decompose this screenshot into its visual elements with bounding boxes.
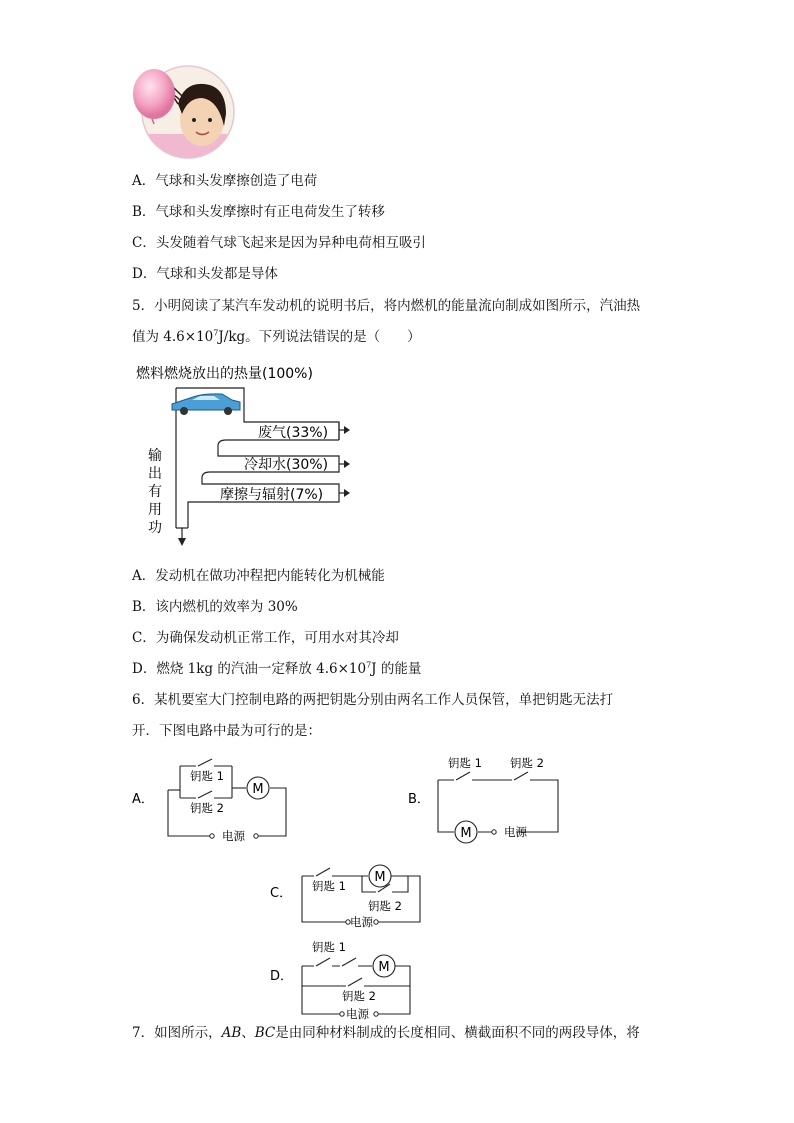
- q4-option-c: C．头发随着气球飞起来是因为异种电荷相互吸引: [132, 235, 426, 251]
- energy-title: 燃料燃烧放出的热量(100%): [136, 366, 313, 382]
- useful-char-4: 用: [148, 502, 162, 518]
- circuit-b-key1: 钥匙 1: [448, 756, 482, 770]
- useful-char-2: 出: [148, 466, 162, 482]
- useful-char-1: 输: [148, 448, 162, 464]
- circuit-a: [132, 756, 292, 846]
- circuit-c: [268, 858, 428, 932]
- circuit-a-key1: 钥匙 1: [190, 769, 224, 783]
- q4-option-d: D．气球和头发都是导体: [132, 266, 278, 282]
- circuit-a-label: A．: [132, 792, 154, 807]
- q4-option-a: A．气球和头发摩擦创造了电荷: [132, 173, 318, 189]
- circuit-b-label: B．: [408, 792, 430, 807]
- balloon-girl-photo: [132, 64, 238, 162]
- q4-option-b: B．气球和头发摩擦时有正电荷发生了转移: [132, 204, 385, 220]
- q5-option-a: A．发动机在做功冲程把内能转化为机械能: [132, 568, 385, 584]
- circuit-a-power: 电源: [222, 829, 245, 843]
- friction-label: 摩擦与辐射(7%): [220, 487, 324, 503]
- q5-option-b: B．该内燃机的效率为 30%: [132, 599, 298, 615]
- circuit-b-key2: 钥匙 2: [510, 756, 544, 770]
- circuit-b: [408, 752, 568, 846]
- circuit-d: [268, 936, 428, 1020]
- car-icon: [172, 394, 240, 415]
- energy-flow-diagram: [134, 360, 364, 550]
- motor-icon: M: [378, 960, 390, 975]
- q6-stem-line1: 6．某机要室大门控制电路的两把钥匙分别由两名工作人员保管，单把钥匙无法打: [132, 692, 614, 708]
- circuit-c-key2: 钥匙 2: [368, 899, 402, 913]
- circuit-a-key2: 钥匙 2: [190, 801, 224, 815]
- motor-icon: M: [252, 782, 264, 797]
- motor-icon: M: [374, 870, 386, 885]
- q5-option-d: D．燃烧 1kg 的汽油一定释放 $4.6\times 10^7J$ 的能量: [132, 660, 422, 677]
- exhaust-label: 废气(33%): [258, 425, 329, 441]
- circuit-d-key2: 钥匙 2: [342, 989, 376, 1003]
- circuit-c-power: 电源: [350, 915, 373, 929]
- circuit-c-label: C．: [270, 886, 293, 901]
- circuit-d-power: 电源: [346, 1007, 369, 1020]
- circuit-c-key1: 钥匙 1: [312, 879, 346, 893]
- circuit-b-power: 电源: [504, 825, 527, 839]
- q5-stem-line1: 5．小明阅读了某汽车发动机的说明书后，将内燃机的能量流向制成如图所示，汽油热: [132, 298, 641, 314]
- q5-option-c: C．为确保发动机正常工作，可用水对其冷却: [132, 630, 399, 646]
- useful-char-3: 有: [148, 484, 162, 500]
- coolant-label: 冷却水(30%): [244, 457, 329, 473]
- motor-icon: M: [460, 826, 472, 841]
- useful-char-5: 功: [148, 520, 162, 536]
- q5-stem-line2: 值为 $4.6\times 10^7J/kg$。下列说法错误的是（ ）: [132, 328, 421, 345]
- q6-stem-line2: 开．下图电路中最为可行的是：: [132, 723, 321, 739]
- q7-stem: 7．如图所示，AB、BC是由同种材料制成的长度相同、横截面积不同的两段导体，将: [132, 1025, 640, 1041]
- circuit-d-key1: 钥匙 1: [312, 940, 346, 954]
- circuit-d-label: D．: [270, 969, 294, 984]
